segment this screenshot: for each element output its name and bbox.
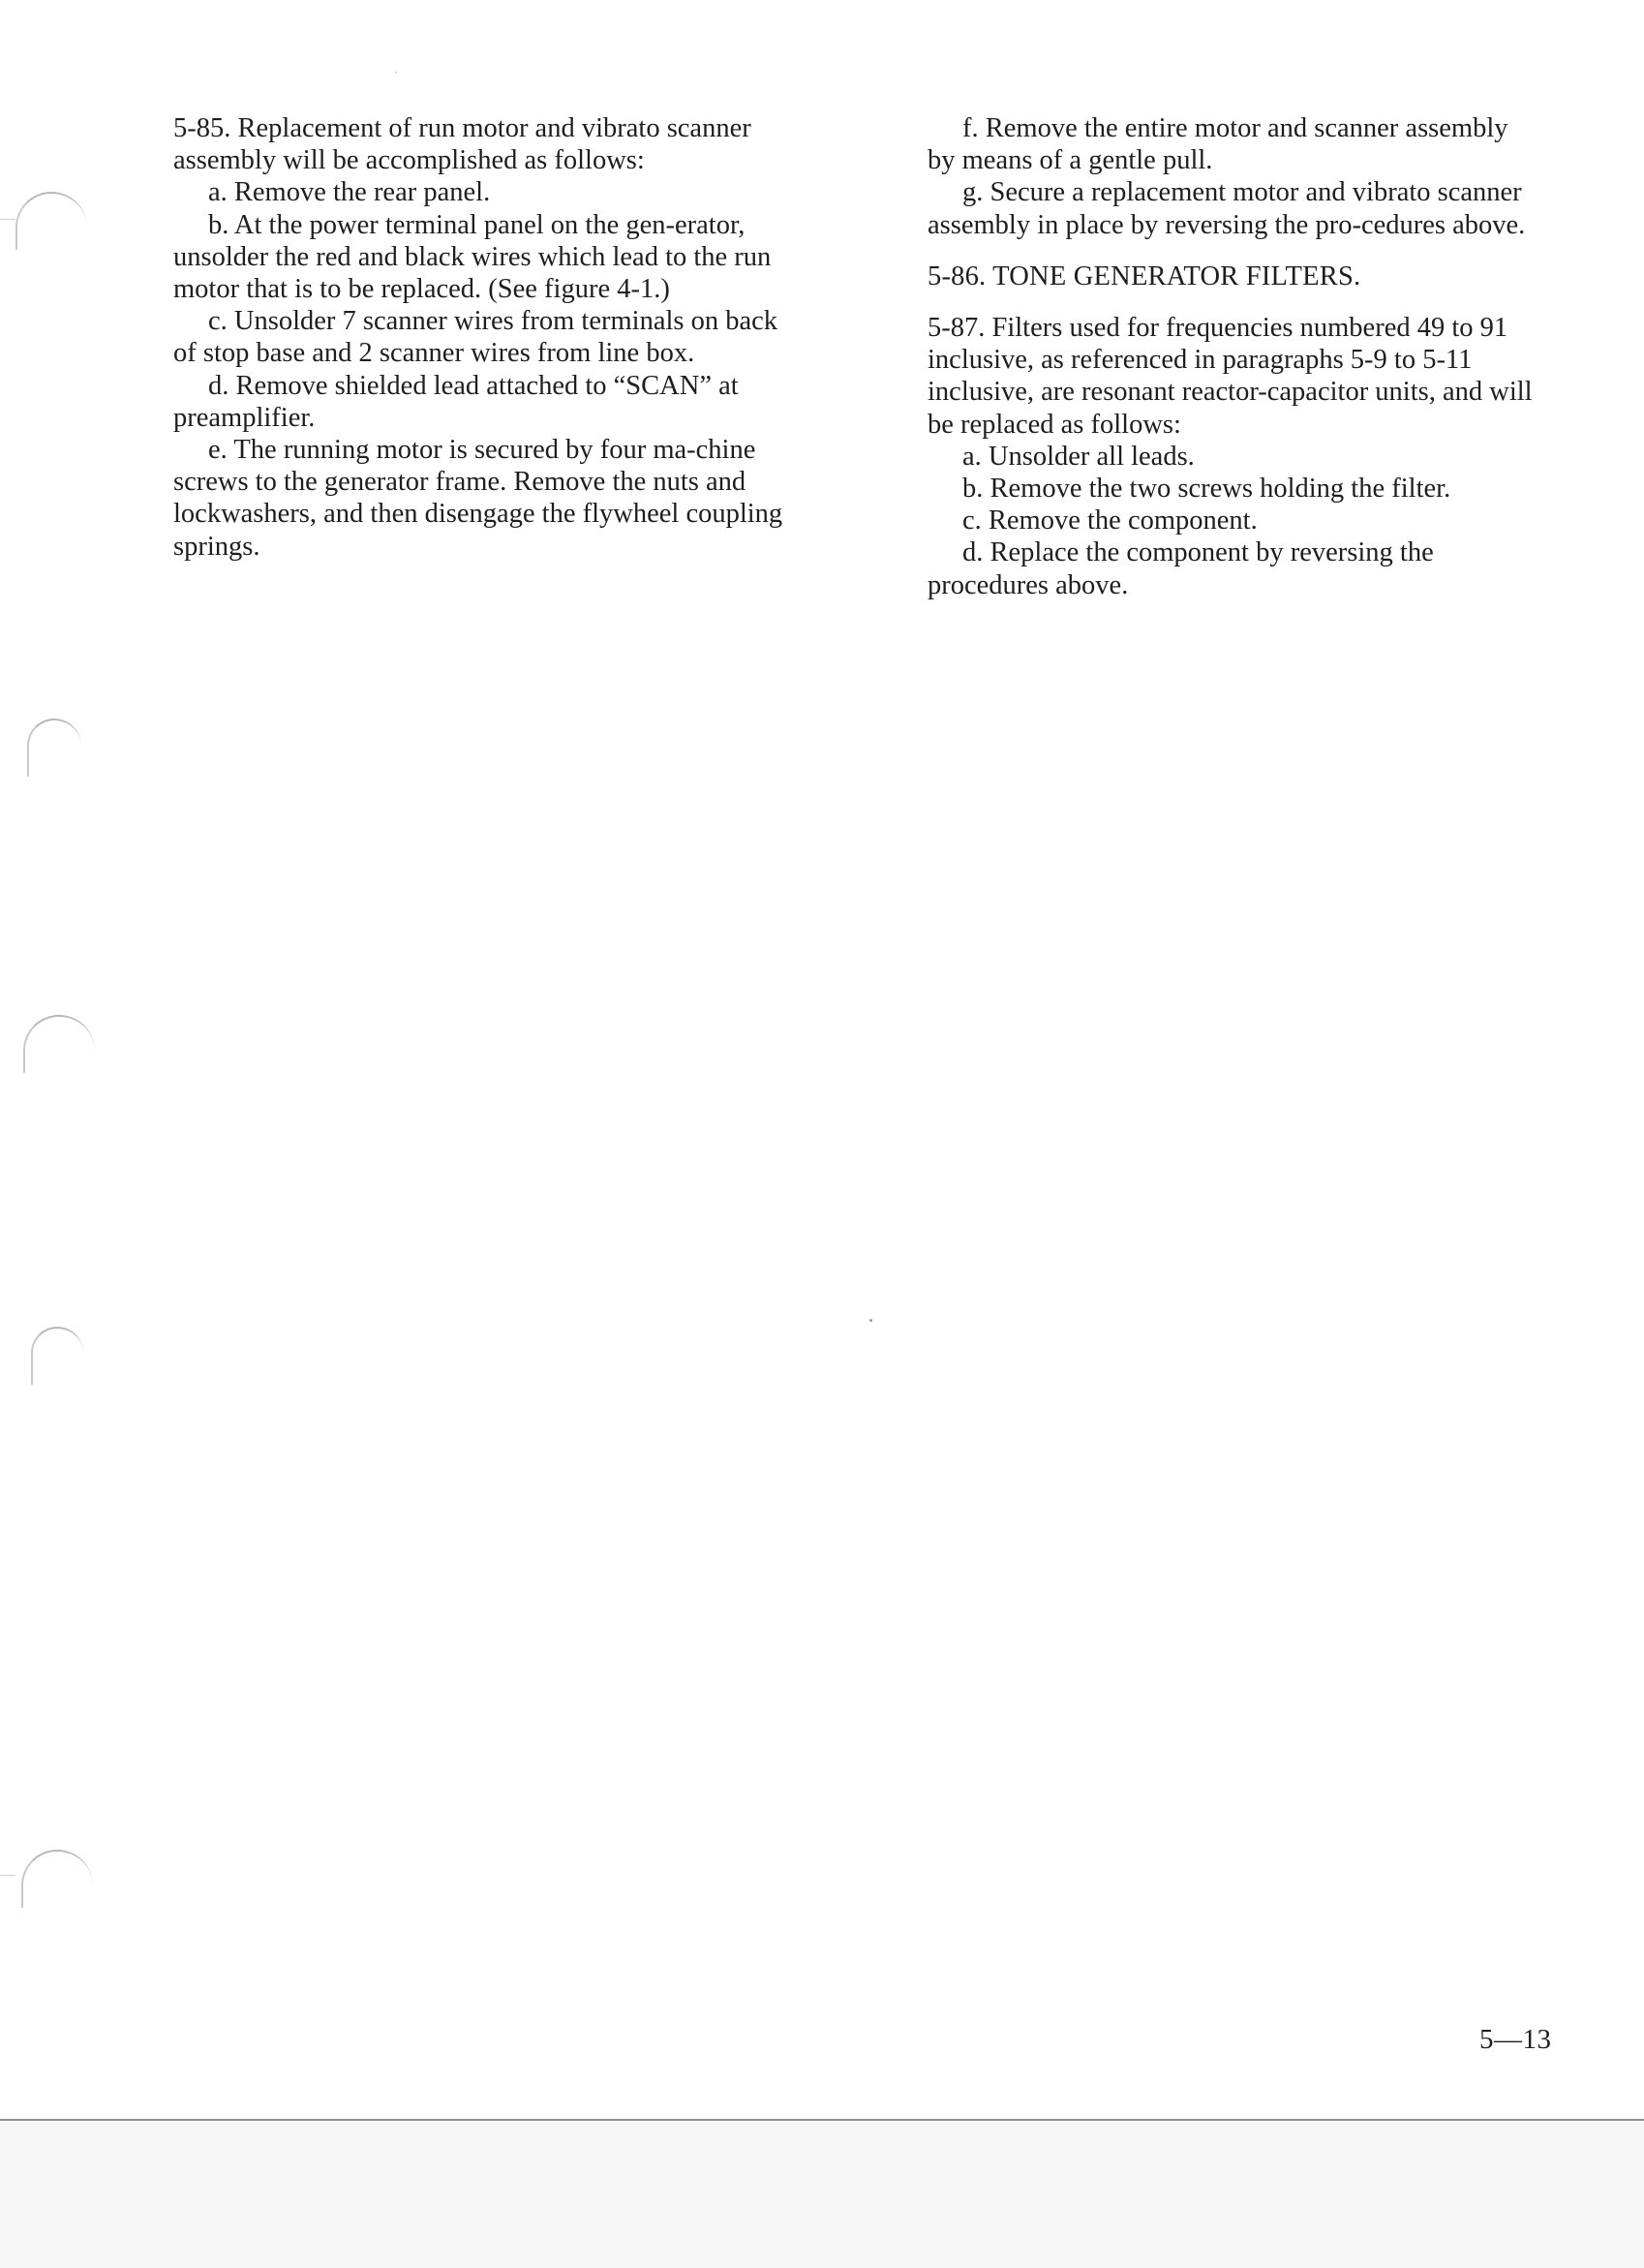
paragraph-5-85: 5-85. Replacement of run motor and vibrato scanner assembly will be accomplished as follows: (173, 113, 751, 176)
filter-step-c: c. Remove the component. (962, 506, 1258, 536)
binder-hole-mark (0, 1875, 15, 1876)
step-d: d. Remove shielded lead attached to “SCAN” at preamplifier. (173, 370, 739, 433)
scan-speck (869, 1319, 872, 1322)
step-f: f. Remove the entire motor and scanner assembly by means of a gentle pull. (928, 113, 1508, 176)
step-a: a. Remove the rear panel. (208, 177, 491, 208)
section-heading: 5-86. TONE GENERATOR FILTERS. (928, 261, 1361, 291)
binder-hole-mark (0, 219, 15, 220)
right-column (928, 112, 1533, 601)
scanner-bed-edge (0, 2119, 1644, 2268)
filter-step-d: d. Replace the component by reversing the procedures above. (928, 537, 1434, 600)
step-e: e. The running motor is secured by four ma-chine screws to the generator frame. Remove the nuts and lockwashers, and then disengage the flywheel coupling springs. (173, 435, 783, 562)
scan-speck (395, 72, 397, 74)
step-g: g. Secure a replacement motor and vibrato scanner assembly in place by reversing the pro-cedures above. (928, 177, 1526, 240)
binder-hole-1 (15, 192, 87, 250)
filter-step-a: a. Unsolder all leads. (962, 441, 1195, 472)
left-column (173, 112, 793, 563)
page-number: 5—13 (1479, 2024, 1552, 2055)
step-c: c. Unsolder 7 scanner wires from terminals on back of stop base and 2 scanner wires from line box. (173, 306, 778, 369)
binder-hole-4 (31, 1327, 83, 1385)
binder-hole-5 (21, 1850, 93, 1908)
binder-hole-3 (23, 1015, 95, 1073)
paragraph-5-87: 5-87. Filters used for frequencies numbered 49 to 91 inclusive, as referenced in paragraphs 5-9 to 5-11 inclusive, are resonant reactor-capacitor units, and will be replaced as follows: (928, 313, 1533, 440)
binder-hole-2 (27, 719, 81, 777)
filter-step-b: b. Remove the two screws holding the filter. (962, 474, 1451, 505)
step-b: b. At the power terminal panel on the gen-erator, unsolder the red and black wires which lead to the run motor that is to be replaced. (See figure 4-1.) (173, 209, 772, 305)
